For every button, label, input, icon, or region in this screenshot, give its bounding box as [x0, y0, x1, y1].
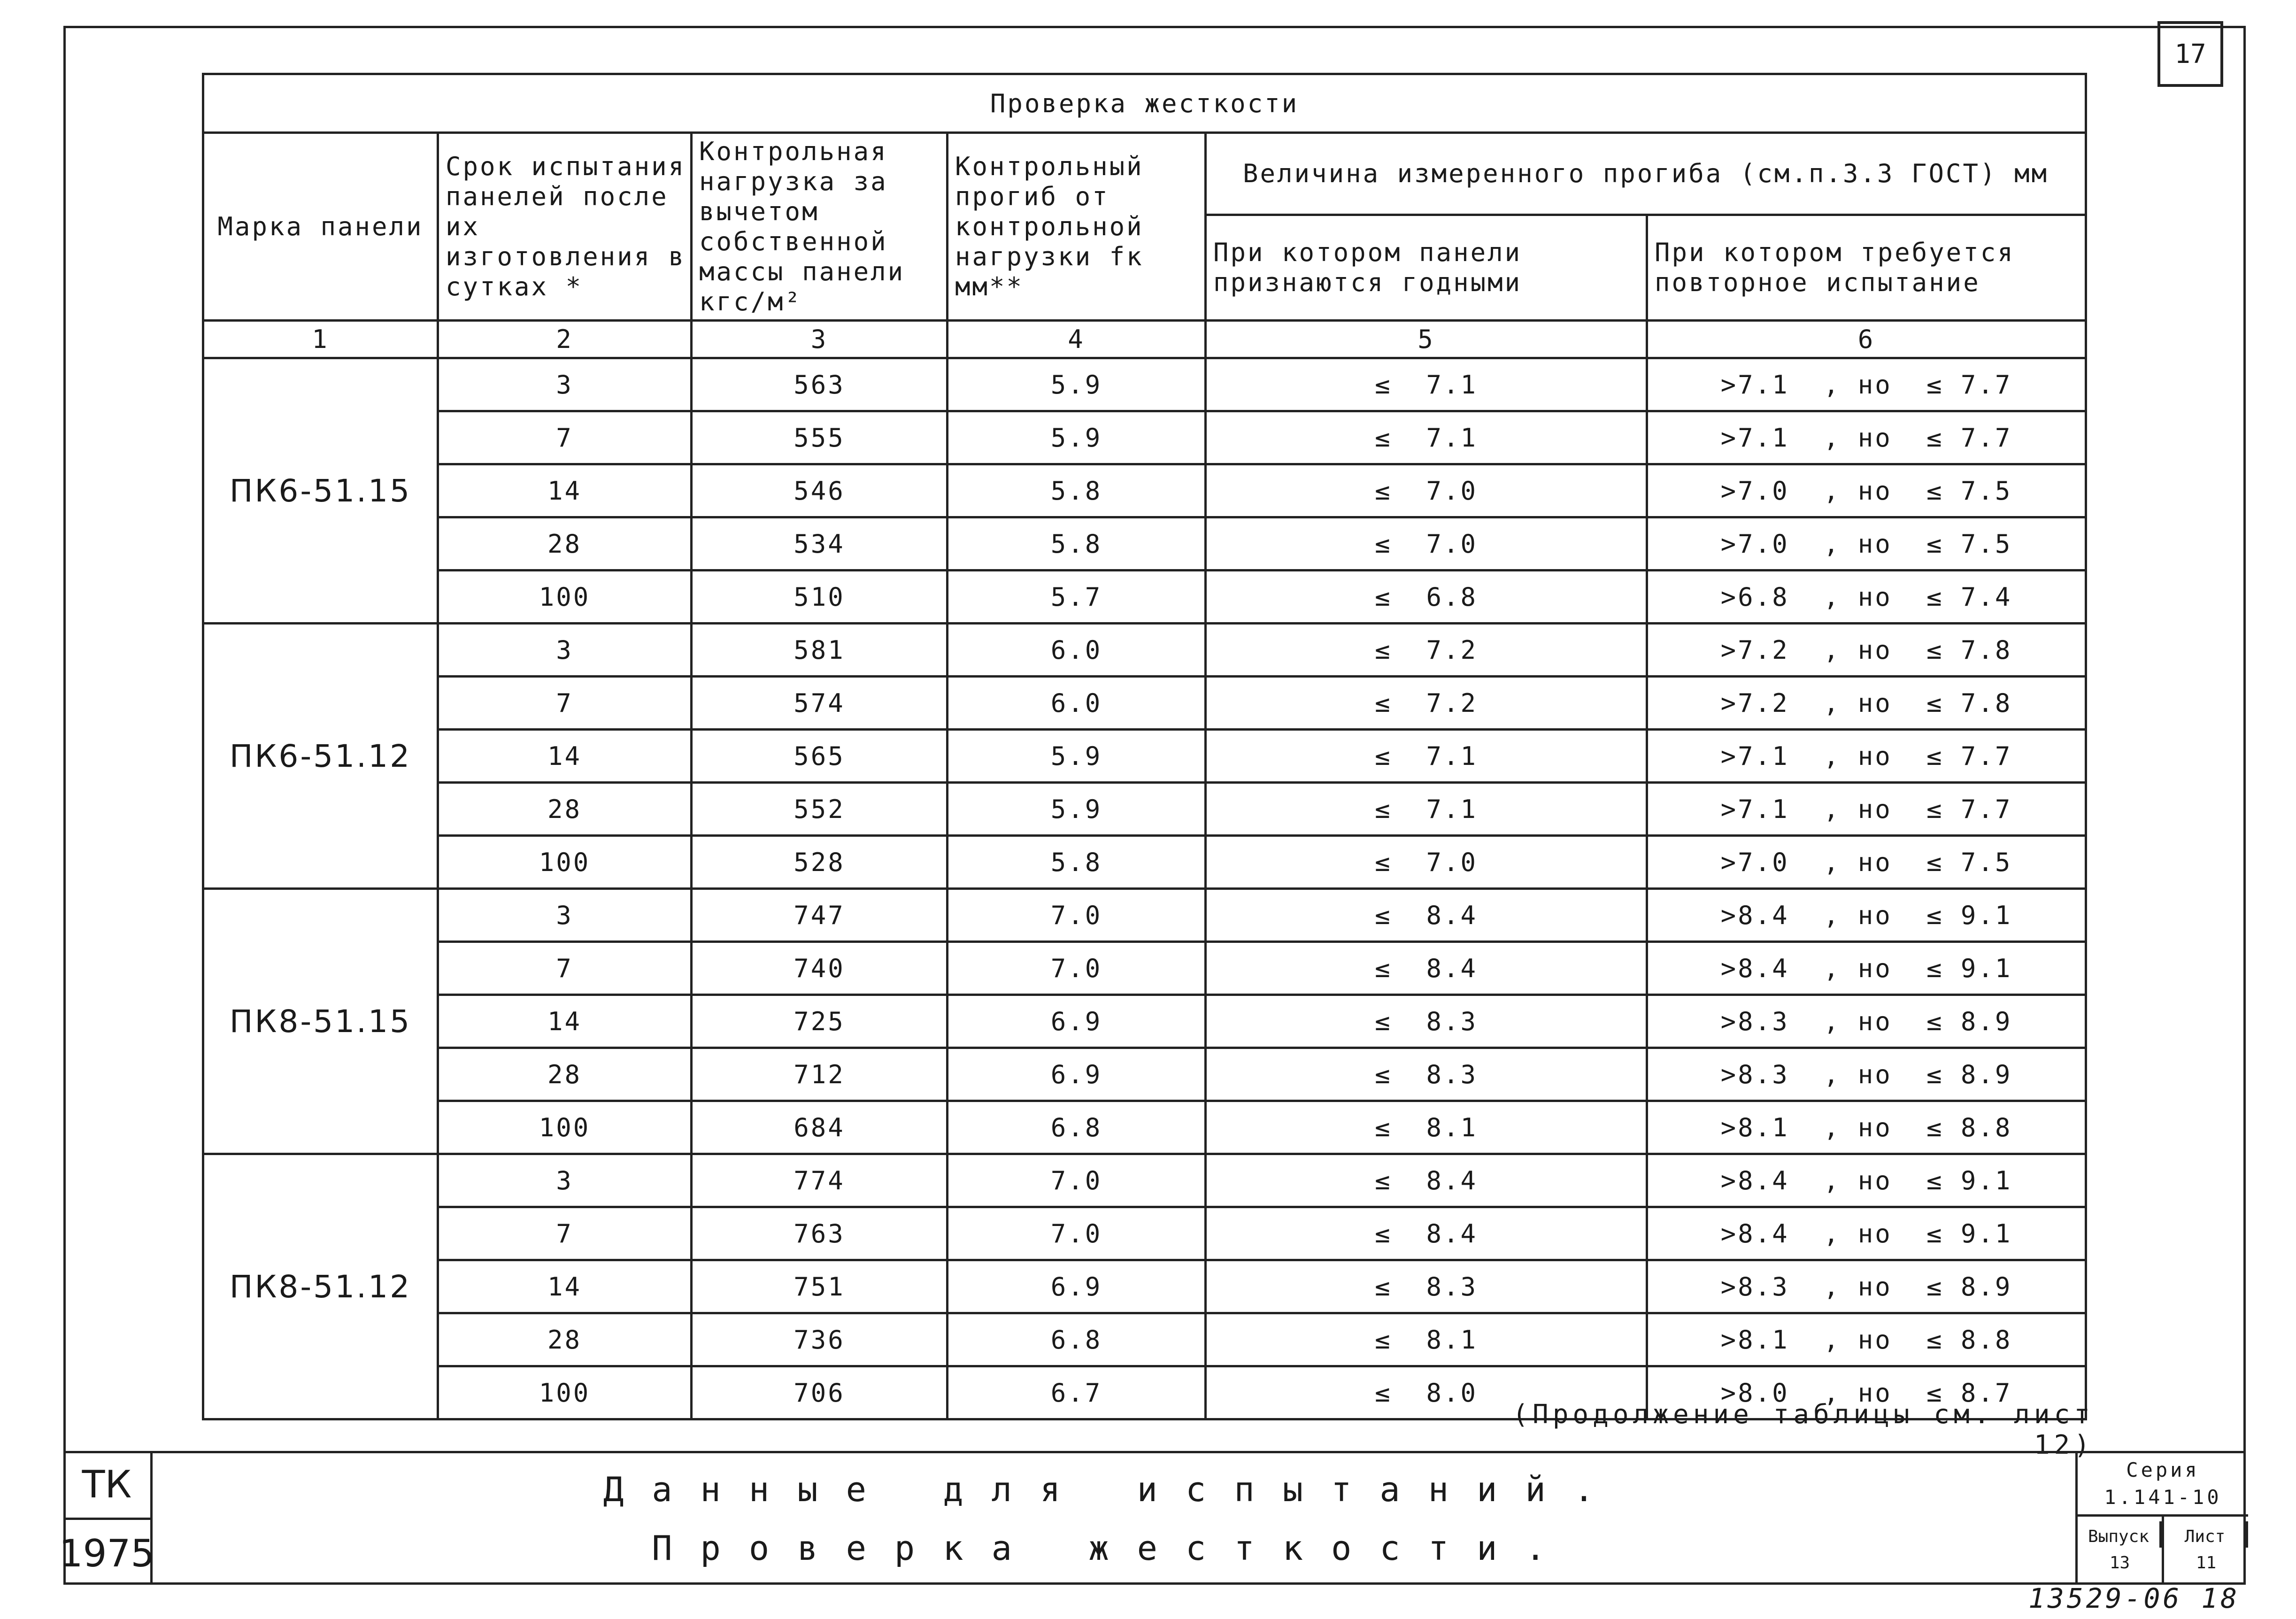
control-load: 751 [692, 1260, 948, 1313]
table-row [203, 517, 2086, 571]
le-symbol: ≤ [1374, 1165, 1392, 1195]
control-deflection: 6.9 [948, 1048, 1206, 1101]
stiffness-table [202, 73, 2087, 1420]
test-days: 28 [438, 1048, 692, 1101]
accepted-deflection [1206, 1101, 1647, 1154]
le-symbol: ≤ [1926, 688, 1944, 718]
le-symbol: ≤ [1926, 1218, 1944, 1249]
gt-symbol: > [1720, 1165, 1738, 1195]
accepted-value: 7.0 [1426, 847, 1478, 877]
test-days: 7 [438, 677, 692, 730]
le-symbol: ≤ [1374, 370, 1392, 400]
control-deflection: 5.8 [948, 464, 1206, 517]
retest-deflection [1647, 783, 2086, 836]
table-row [203, 1207, 2086, 1260]
table-row [203, 1101, 2086, 1154]
document-title [150, 1460, 2075, 1578]
test-days: 14 [438, 1260, 692, 1313]
table-row [203, 1313, 2086, 1366]
header-panel-mark: Марка панели [203, 133, 438, 321]
retest-min: 7.2 [1738, 688, 1789, 718]
le-symbol: ≤ [1926, 1272, 1944, 1302]
le-symbol: ≤ [1374, 1112, 1392, 1142]
but-word: , но [1823, 794, 1892, 824]
accepted-value: 8.0 [1426, 1378, 1478, 1408]
accepted-deflection [1206, 624, 1647, 677]
test-days: 3 [438, 1154, 692, 1207]
but-word: , но [1823, 1112, 1892, 1142]
retest-deflection [1647, 1101, 2086, 1154]
control-load: 774 [692, 1154, 948, 1207]
gt-symbol: > [1720, 1378, 1738, 1408]
accepted-value: 7.1 [1426, 423, 1478, 453]
control-load: 552 [692, 783, 948, 836]
le-symbol: ≤ [1374, 1378, 1392, 1408]
gt-symbol: > [1720, 1325, 1738, 1355]
le-symbol: ≤ [1374, 900, 1392, 930]
retest-deflection [1647, 624, 2086, 677]
accepted-deflection [1206, 1154, 1647, 1207]
accepted-deflection [1206, 1207, 1647, 1260]
control-load: 725 [692, 995, 948, 1048]
retest-max: 7.8 [1960, 688, 2012, 718]
retest-max: 8.8 [1960, 1325, 2012, 1355]
retest-min: 8.0 [1738, 1378, 1789, 1408]
control-deflection: 6.9 [948, 995, 1206, 1048]
retest-min: 7.1 [1738, 741, 1789, 771]
le-symbol: ≤ [1926, 370, 1944, 400]
control-load: 712 [692, 1048, 948, 1101]
accepted-value: 8.4 [1426, 953, 1478, 983]
retest-max: 7.5 [1960, 847, 2012, 877]
test-days: 3 [438, 358, 692, 411]
accepted-value: 7.2 [1426, 688, 1478, 718]
control-deflection: 5.8 [948, 517, 1206, 571]
accepted-value: 8.1 [1426, 1325, 1478, 1355]
accepted-deflection [1206, 517, 1647, 571]
but-word: , но [1823, 529, 1892, 559]
retest-max: 8.7 [1960, 1378, 2012, 1408]
accepted-value: 8.1 [1426, 1112, 1478, 1142]
panel-mark: ПК6-51.12 [203, 624, 438, 889]
retest-min: 8.1 [1738, 1112, 1789, 1142]
but-word: , но [1823, 1378, 1892, 1408]
table-row [203, 411, 2086, 464]
control-deflection: 5.9 [948, 358, 1206, 411]
retest-min: 7.0 [1738, 847, 1789, 877]
gt-symbol: > [1720, 900, 1738, 930]
retest-deflection [1647, 730, 2086, 783]
retest-max: 7.5 [1960, 529, 2012, 559]
table-row [203, 995, 2086, 1048]
le-symbol: ≤ [1374, 423, 1392, 453]
retest-max: 7.8 [1960, 635, 2012, 665]
retest-max: 7.7 [1960, 370, 2012, 400]
test-days: 3 [438, 889, 692, 942]
test-days: 14 [438, 730, 692, 783]
header-measured-deflection: Величина измеренного прогиба (см.п.3.3 ГОСТ) мм [1206, 133, 2086, 215]
test-days: 28 [438, 783, 692, 836]
le-symbol: ≤ [1374, 1006, 1392, 1036]
le-symbol: ≤ [1374, 1272, 1392, 1302]
retest-max: 7.7 [1960, 741, 2012, 771]
title-line-2: Проверка жесткости. [652, 1528, 1574, 1568]
retest-max: 7.7 [1960, 423, 2012, 453]
accepted-deflection [1206, 464, 1647, 517]
table-title: Проверка жесткости [203, 74, 2086, 133]
gt-symbol: > [1720, 582, 1738, 612]
but-word: , но [1823, 953, 1892, 983]
stamp-block [2075, 1451, 2248, 1585]
accepted-value: 6.8 [1426, 582, 1478, 612]
gt-symbol: > [1720, 529, 1738, 559]
le-symbol: ≤ [1926, 582, 1944, 612]
le-symbol: ≤ [1926, 529, 1944, 559]
but-word: , но [1823, 688, 1892, 718]
le-symbol: ≤ [1374, 1218, 1392, 1249]
retest-min: 8.1 [1738, 1325, 1789, 1355]
but-word: , но [1823, 847, 1892, 877]
control-deflection: 6.0 [948, 677, 1206, 730]
le-symbol: ≤ [1926, 1059, 1944, 1089]
retest-max: 8.8 [1960, 1112, 2012, 1142]
retest-max: 8.9 [1960, 1059, 2012, 1089]
control-load: 684 [692, 1101, 948, 1154]
control-load: 563 [692, 358, 948, 411]
issue-cell [2078, 1517, 2164, 1582]
retest-min: 8.4 [1738, 953, 1789, 983]
retest-min: 8.3 [1738, 1059, 1789, 1089]
continuation-note: (Продолжение таблицы см. лист 12) [1512, 1399, 2094, 1460]
control-deflection: 5.7 [948, 571, 1206, 624]
gt-symbol: > [1720, 741, 1738, 771]
header-test-term: Срок испытания панелей после их изготовления в сутках * [438, 133, 692, 321]
accepted-value: 8.3 [1426, 1059, 1478, 1089]
control-deflection: 6.7 [948, 1366, 1206, 1419]
retest-deflection [1647, 889, 2086, 942]
control-load: 565 [692, 730, 948, 783]
gt-symbol: > [1720, 847, 1738, 877]
sheet-number-box: 17 [2157, 21, 2223, 87]
accepted-value: 7.1 [1426, 794, 1478, 824]
le-symbol: ≤ [1926, 1325, 1944, 1355]
gt-symbol: > [1720, 370, 1738, 400]
le-symbol: ≤ [1926, 476, 1944, 506]
table-row [203, 1048, 2086, 1101]
retest-deflection [1647, 411, 2086, 464]
accepted-deflection [1206, 1313, 1647, 1366]
table-row [203, 1154, 2086, 1207]
test-days: 7 [438, 411, 692, 464]
gt-symbol: > [1720, 688, 1738, 718]
but-word: , но [1823, 1325, 1892, 1355]
retest-min: 6.8 [1738, 582, 1789, 612]
control-deflection: 7.0 [948, 942, 1206, 995]
accepted-value: 7.0 [1426, 476, 1478, 506]
header-control-deflection: Контрольный прогиб от контрольной нагрузки fк мм** [948, 133, 1206, 321]
gt-symbol: > [1720, 794, 1738, 824]
control-load: 528 [692, 836, 948, 889]
gt-symbol: > [1720, 423, 1738, 453]
accepted-deflection [1206, 1048, 1647, 1101]
column-number: 6 [1647, 321, 2086, 358]
le-symbol: ≤ [1926, 1112, 1944, 1142]
retest-deflection [1647, 995, 2086, 1048]
retest-deflection [1647, 464, 2086, 517]
column-number: 4 [948, 321, 1206, 358]
retest-max: 7.5 [1960, 476, 2012, 506]
le-symbol: ≤ [1374, 1325, 1392, 1355]
le-symbol: ≤ [1374, 635, 1392, 665]
gt-symbol: > [1720, 1059, 1738, 1089]
but-word: , но [1823, 1006, 1892, 1036]
retest-max: 8.9 [1960, 1006, 2012, 1036]
retest-deflection [1647, 942, 2086, 995]
gt-symbol: > [1720, 635, 1738, 665]
le-symbol: ≤ [1926, 1006, 1944, 1036]
le-symbol: ≤ [1926, 423, 1944, 453]
tk-label: ТК [63, 1451, 150, 1520]
control-deflection: 5.9 [948, 411, 1206, 464]
retest-min: 7.1 [1738, 794, 1789, 824]
but-word: , но [1823, 370, 1892, 400]
column-number: 2 [438, 321, 692, 358]
accepted-deflection [1206, 411, 1647, 464]
panel-mark: ПК8-51.12 [203, 1154, 438, 1419]
retest-max: 9.1 [1960, 953, 2012, 983]
control-load: 736 [692, 1313, 948, 1366]
retest-max: 7.4 [1960, 582, 2012, 612]
retest-deflection [1647, 1207, 2086, 1260]
control-deflection: 6.9 [948, 1260, 1206, 1313]
issue-label: Выпуск [2078, 1521, 2162, 1548]
control-load: 747 [692, 889, 948, 942]
accepted-value: 7.1 [1426, 741, 1478, 771]
test-days: 100 [438, 1101, 692, 1154]
le-symbol: ≤ [1926, 1165, 1944, 1195]
control-load: 581 [692, 624, 948, 677]
but-word: , но [1823, 476, 1892, 506]
header-control-load: Контрольная нагрузка за вычетом собственной массы панели кгс/м² [692, 133, 948, 321]
gt-symbol: > [1720, 476, 1738, 506]
table-row [203, 730, 2086, 783]
retest-min: 8.4 [1738, 1165, 1789, 1195]
test-days: 7 [438, 942, 692, 995]
control-load: 740 [692, 942, 948, 995]
retest-deflection [1647, 1260, 2086, 1313]
control-deflection: 5.8 [948, 836, 1206, 889]
test-days: 14 [438, 464, 692, 517]
accepted-value: 7.0 [1426, 529, 1478, 559]
test-days: 100 [438, 571, 692, 624]
le-symbol: ≤ [1926, 635, 1944, 665]
header-retest: При котором требуется повторное испытание [1647, 215, 2086, 321]
control-deflection: 5.9 [948, 730, 1206, 783]
year-label: 1975 [59, 1531, 155, 1575]
retest-min: 7.2 [1738, 635, 1789, 665]
accepted-value: 8.4 [1426, 900, 1478, 930]
le-symbol: ≤ [1926, 847, 1944, 877]
but-word: , но [1823, 1059, 1892, 1089]
column-number: 3 [692, 321, 948, 358]
test-days: 3 [438, 624, 692, 677]
retest-min: 7.0 [1738, 529, 1789, 559]
retest-max: 8.9 [1960, 1272, 2012, 1302]
le-symbol: ≤ [1374, 582, 1392, 612]
retest-deflection [1647, 836, 2086, 889]
table-row [203, 836, 2086, 889]
panel-mark: ПК8-51.15 [203, 889, 438, 1154]
table-row [203, 889, 2086, 942]
sheet-label: Лист [2164, 1521, 2248, 1548]
accepted-deflection [1206, 942, 1647, 995]
but-word: , но [1823, 1272, 1892, 1302]
gt-symbol: > [1720, 1006, 1738, 1036]
le-symbol: ≤ [1374, 953, 1392, 983]
table-row [203, 783, 2086, 836]
control-deflection: 7.0 [948, 1154, 1206, 1207]
accepted-deflection [1206, 358, 1647, 411]
retest-min: 7.1 [1738, 370, 1789, 400]
le-symbol: ≤ [1374, 688, 1392, 718]
le-symbol: ≤ [1926, 953, 1944, 983]
control-deflection: 7.0 [948, 889, 1206, 942]
accepted-deflection [1206, 783, 1647, 836]
but-word: , но [1823, 1218, 1892, 1249]
table-row [203, 358, 2086, 411]
series-cell [2078, 1451, 2248, 1517]
control-load: 574 [692, 677, 948, 730]
gt-symbol: > [1720, 1112, 1738, 1142]
sheet-cell [2164, 1517, 2248, 1582]
control-load: 546 [692, 464, 948, 517]
but-word: , но [1823, 582, 1892, 612]
control-deflection: 7.0 [948, 1207, 1206, 1260]
but-word: , но [1823, 423, 1892, 453]
but-word: , но [1823, 741, 1892, 771]
control-load: 510 [692, 571, 948, 624]
accepted-deflection [1206, 677, 1647, 730]
column-number: 1 [203, 321, 438, 358]
le-symbol: ≤ [1374, 476, 1392, 506]
control-deflection: 6.8 [948, 1313, 1206, 1366]
column-number: 5 [1206, 321, 1647, 358]
retest-deflection [1647, 517, 2086, 571]
control-deflection: 5.9 [948, 783, 1206, 836]
control-load: 706 [692, 1366, 948, 1419]
retest-min: 8.3 [1738, 1006, 1789, 1036]
panel-mark: ПК6-51.15 [203, 358, 438, 624]
accepted-value: 7.2 [1426, 635, 1478, 665]
accepted-value: 8.3 [1426, 1272, 1478, 1302]
retest-deflection [1647, 571, 2086, 624]
accepted-value: 8.4 [1426, 1218, 1478, 1249]
retest-max: 7.7 [1960, 794, 2012, 824]
accepted-deflection [1206, 889, 1647, 942]
retest-deflection [1647, 358, 2086, 411]
test-days: 7 [438, 1207, 692, 1260]
test-days: 28 [438, 1313, 692, 1366]
le-symbol: ≤ [1374, 847, 1392, 877]
retest-deflection [1647, 1313, 2086, 1366]
series-value: 1.141-10 [2104, 1486, 2222, 1509]
retest-deflection [1647, 1048, 2086, 1101]
accepted-deflection [1206, 571, 1647, 624]
table-row [203, 942, 2086, 995]
accepted-value: 8.3 [1426, 1006, 1478, 1036]
le-symbol: ≤ [1926, 900, 1944, 930]
le-symbol: ≤ [1374, 741, 1392, 771]
le-symbol: ≤ [1926, 741, 1944, 771]
but-word: , но [1823, 1165, 1892, 1195]
le-symbol: ≤ [1374, 1059, 1392, 1089]
accepted-deflection [1206, 730, 1647, 783]
title-line-1: Данные для испытаний. [603, 1470, 1623, 1509]
table-row [203, 624, 2086, 677]
accepted-deflection [1206, 1260, 1647, 1313]
retest-max: 9.1 [1960, 1218, 2012, 1249]
le-symbol: ≤ [1926, 794, 1944, 824]
test-days: 100 [438, 836, 692, 889]
but-word: , но [1823, 900, 1892, 930]
test-days: 14 [438, 995, 692, 1048]
gt-symbol: > [1720, 953, 1738, 983]
retest-max: 9.1 [1960, 1165, 2012, 1195]
retest-min: 7.1 [1738, 423, 1789, 453]
gt-symbol: > [1720, 1218, 1738, 1249]
le-symbol: ≤ [1374, 529, 1392, 559]
series-label: Серия [2126, 1458, 2200, 1481]
table-row [203, 571, 2086, 624]
control-deflection: 6.8 [948, 1101, 1206, 1154]
retest-min: 8.4 [1738, 900, 1789, 930]
test-days: 28 [438, 517, 692, 571]
retest-deflection [1647, 677, 2086, 730]
archive-number: 13529-06 18 [2028, 1582, 2240, 1614]
gt-symbol: > [1720, 1272, 1738, 1302]
retest-min: 8.3 [1738, 1272, 1789, 1302]
table-row [203, 1260, 2086, 1313]
le-symbol: ≤ [1926, 1378, 1944, 1408]
control-load: 763 [692, 1207, 948, 1260]
retest-min: 8.4 [1738, 1218, 1789, 1249]
accepted-value: 7.1 [1426, 370, 1478, 400]
column-numbers-row [203, 321, 2086, 358]
tk-block [59, 1451, 155, 1585]
accepted-deflection [1206, 836, 1647, 889]
header-accepted: При котором панели признаются годными [1206, 215, 1647, 321]
sheet-value: 11 [2196, 1553, 2217, 1573]
le-symbol: ≤ [1374, 794, 1392, 824]
table-row [203, 677, 2086, 730]
table-row [203, 464, 2086, 517]
control-deflection: 6.0 [948, 624, 1206, 677]
accepted-value: 8.4 [1426, 1165, 1478, 1195]
control-load: 534 [692, 517, 948, 571]
but-word: , но [1823, 635, 1892, 665]
retest-max: 9.1 [1960, 900, 2012, 930]
accepted-deflection [1206, 995, 1647, 1048]
retest-min: 7.0 [1738, 476, 1789, 506]
test-days: 100 [438, 1366, 692, 1419]
retest-deflection [1647, 1154, 2086, 1207]
control-load: 555 [692, 411, 948, 464]
issue-value: 13 [2109, 1553, 2130, 1573]
